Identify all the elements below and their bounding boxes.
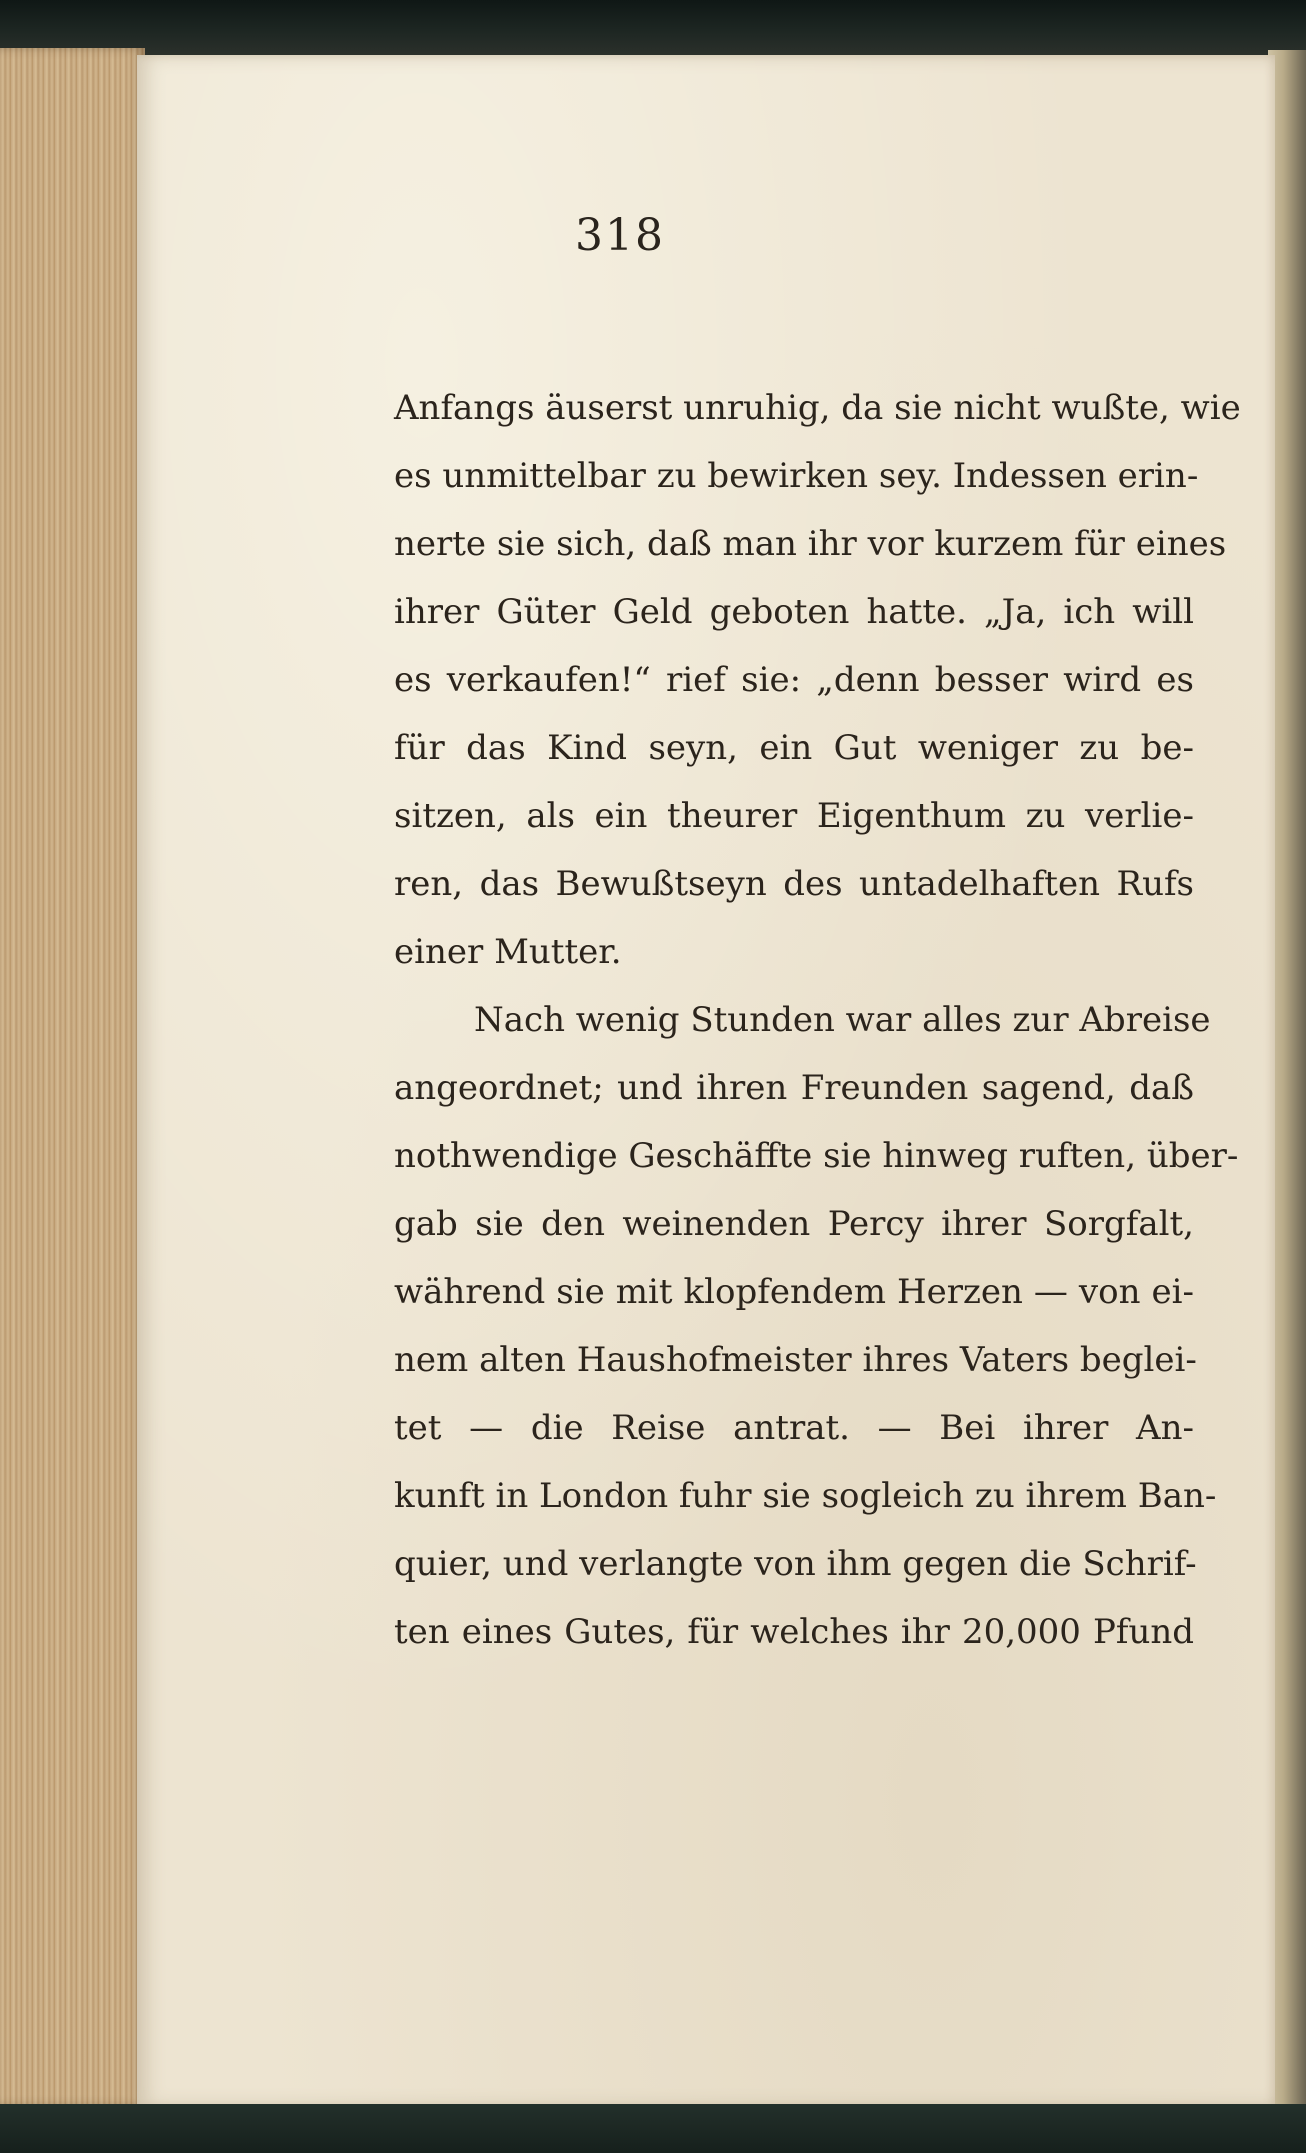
text-line: es unmittelbar zu bewirken sey. Indessen erin-	[394, 456, 1199, 496]
text-line: nem alten Haushofmeister ihres Vaters beglei-	[394, 1340, 1197, 1380]
text-line: ten eines Gutes, für welches ihr 20,000 Pfund	[394, 1612, 1194, 1652]
scan-top-edge	[0, 0, 1306, 55]
text-line: Nach wenig Stunden war alles zur Abreise	[474, 1000, 1211, 1040]
text-line: gab sie den weinenden Percy ihrer Sorgfalt,	[394, 1204, 1194, 1244]
text-line: tet — die Reise antrat. — Bei ihrer An-	[394, 1408, 1194, 1448]
body-text	[394, 374, 1241, 1666]
scan-bottom-edge	[0, 2104, 1306, 2153]
text-line: kunft in London fuhr sie sogleich zu ihrem Ban-	[394, 1476, 1217, 1516]
text-line: es verkaufen!“ rief sie: „denn besser wird es	[394, 660, 1194, 700]
page-number: 318	[575, 210, 665, 261]
text-line: Anfangs äuserst unruhig, da sie nicht wußte, wie	[394, 388, 1241, 428]
text-line: sitzen, als ein theurer Eigenthum zu verlie-	[394, 796, 1194, 836]
text-line: nerte sie sich, daß man ihr vor kurzem für eines	[394, 524, 1227, 564]
text-line: nothwendige Geschäffte sie hinweg ruften, über-	[394, 1136, 1239, 1176]
paragraph	[394, 374, 1241, 986]
text-line: ihrer Güter Geld geboten hatte. „Ja, ich will	[394, 592, 1194, 632]
text-line: während sie mit klopfendem Herzen — von ei-	[394, 1272, 1194, 1312]
text-line: für das Kind seyn, ein Gut weniger zu be-	[394, 728, 1194, 768]
text-line: ren, das Bewußtseyn des untadelhaften Rufs	[394, 864, 1194, 904]
text-line: quier, und verlangte von ihm gegen die Schrif-	[394, 1544, 1197, 1584]
page-stack-edge	[0, 48, 145, 2106]
text-line: einer Mutter.	[394, 932, 622, 972]
text-line: angeordnet; und ihren Freunden sagend, daß	[394, 1068, 1194, 1108]
paragraph	[394, 986, 1239, 1666]
